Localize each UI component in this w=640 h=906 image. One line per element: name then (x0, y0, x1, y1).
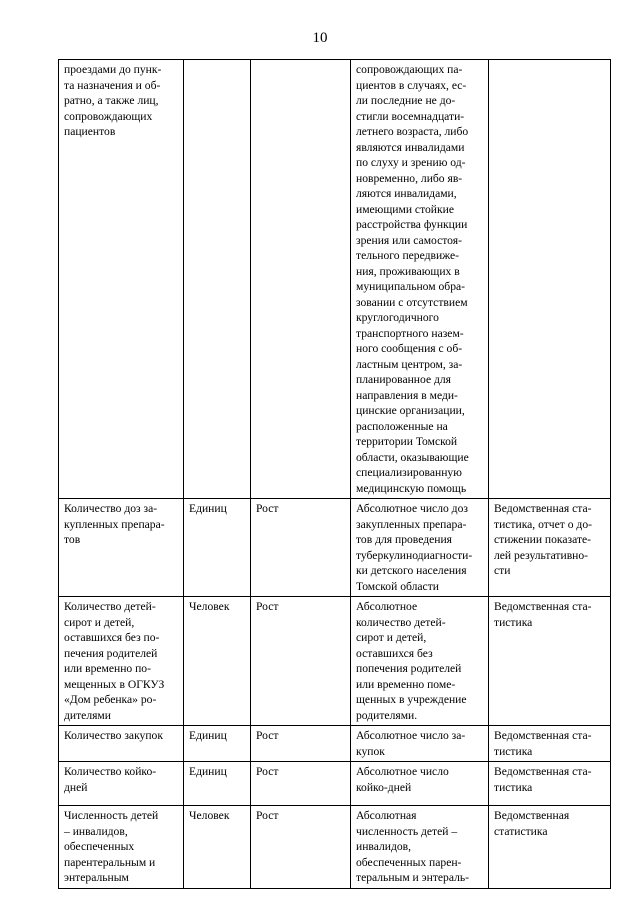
cell-text-line: или временно по- (64, 662, 151, 675)
unit-cell (184, 762, 251, 806)
cell-text-line: Единиц (189, 765, 227, 778)
table-row (59, 806, 611, 889)
cell-text-line: оставшихся без (356, 646, 433, 660)
cell-text-line: ляются инвалидами, (356, 187, 457, 200)
cell-text-line: имеющими стойкие (356, 202, 454, 216)
cell-text-line: зрения или самостоя- (356, 233, 462, 247)
cell-text-line: тистика (494, 780, 533, 794)
unit-cell (184, 806, 251, 889)
cell-text-line: тельного передвиже- (356, 249, 460, 262)
indicator-name-cell (59, 726, 184, 762)
cell-text-line: Абсолютное (356, 600, 418, 613)
cell-text-line: – инвалидов, (64, 824, 128, 838)
indicators-table (58, 59, 611, 889)
cell-text-line: инвалидов, (356, 840, 412, 853)
cell-text-line: Человек (189, 600, 230, 613)
cell-text-line: численность детей – (356, 824, 458, 838)
cell-text-line: тистика, отчет о до- (494, 517, 592, 531)
description-cell (351, 726, 489, 762)
cell-text-line: Количество доз за- (64, 502, 158, 515)
trend-cell (251, 806, 351, 889)
cell-text-line: расположенные на (356, 419, 448, 433)
unit-cell (184, 726, 251, 762)
cell-text-line: медицинскую помощь (356, 481, 467, 495)
cell-text-line: Ведомственная ста- (494, 729, 592, 742)
cell-text-line: пациентов (64, 125, 116, 138)
description-cell (351, 499, 489, 597)
cell-text-line: купок (356, 744, 385, 758)
cell-text-line: статистика (494, 824, 548, 838)
table-row (59, 762, 611, 806)
indicator-name-cell (59, 597, 184, 726)
trend-cell (251, 597, 351, 726)
cell-text-line: дителями (64, 708, 111, 722)
unit-cell (184, 597, 251, 726)
cell-text-line: печения родителей (64, 646, 158, 660)
cell-text-line: стигли восемнадцати- (356, 109, 465, 123)
cell-text-line: по слуху и зрению од- (356, 156, 466, 169)
cell-text-line: Рост (256, 729, 279, 742)
cell-text-line: области, оказывающие (356, 450, 469, 464)
cell-text-line: ного сообщения с об- (356, 342, 463, 355)
cell-text-line: оставшихся без по- (64, 631, 160, 644)
cell-text-line: или временно поме- (356, 677, 456, 691)
cell-text-line: попечения родителей (356, 662, 462, 675)
cell-text-line: сти (494, 564, 511, 577)
source-cell (489, 806, 611, 889)
page-number: 10 (312, 30, 328, 46)
cell-text-line: ли последние не до- (356, 94, 456, 107)
description-cell (351, 597, 489, 726)
cell-text-line: Ведомственная (494, 809, 570, 822)
cell-text-line: Человек (189, 809, 230, 822)
table-row (59, 499, 611, 597)
cell-text-line: парентеральным и (64, 855, 156, 869)
table-row (59, 60, 611, 499)
source-cell (489, 60, 611, 499)
trend-cell (251, 762, 351, 806)
cell-text-line: обеспеченных парен- (356, 855, 462, 869)
cell-text-line: закупленных препара- (356, 517, 467, 531)
cell-text-line: специализированную (356, 466, 462, 479)
unit-cell (184, 60, 251, 499)
cell-text-line: Рост (256, 502, 279, 515)
trend-cell (251, 499, 351, 597)
cell-text-line: родителями. (356, 708, 418, 722)
cell-text-line: та назначения и об- (64, 78, 161, 92)
cell-text-line: Рост (256, 809, 279, 822)
cell-text-line: сопровождающих па- (356, 63, 463, 76)
cell-text-line: тистика (494, 744, 533, 758)
source-cell (489, 499, 611, 597)
cell-text-line: теральным и энтераль- (356, 871, 470, 884)
cell-text-line: лей результативно- (494, 548, 589, 562)
description-cell (351, 60, 489, 499)
cell-text-line: территории Томской (356, 435, 458, 448)
cell-text-line: количество детей- (356, 615, 446, 629)
cell-text-line: зовании с отсутствием (356, 295, 468, 309)
description-cell (351, 806, 489, 889)
cell-text-line: транспортного назем- (356, 326, 464, 340)
cell-text-line: ратно, а также лиц, (64, 94, 159, 107)
cell-text-line: тов для проведения (356, 533, 452, 546)
cell-text-line: сирот и детей, (356, 631, 427, 644)
cell-text-line: Рост (256, 600, 279, 613)
cell-text-line: Абсолютная (356, 809, 417, 822)
cell-text-line: энтеральным (64, 871, 129, 884)
cell-text-line: Рост (256, 765, 279, 778)
cell-text-line: Абсолютное число доз (356, 502, 468, 515)
trend-cell (251, 726, 351, 762)
cell-text-line: Ведомственная ста- (494, 502, 592, 515)
cell-text-line: «Дом ребенка» ро- (64, 693, 157, 706)
cell-text-line: Ведомственная ста- (494, 600, 592, 613)
cell-text-line: Единиц (189, 502, 227, 515)
cell-text-line: сопровождающих (64, 109, 153, 123)
cell-text-line: туберкулинодиагности- (356, 548, 473, 562)
cell-text-line: Ведомственная ста- (494, 765, 592, 778)
description-cell (351, 762, 489, 806)
source-cell (489, 597, 611, 726)
cell-text-line: тистика (494, 615, 533, 629)
cell-text-line: муниципальном обра- (356, 280, 465, 293)
cell-text-line: ния, проживающих в (356, 264, 460, 278)
cell-text-line: ластным центром, за- (356, 357, 463, 371)
cell-text-line: Количество закупок (64, 729, 163, 742)
trend-cell (251, 60, 351, 499)
cell-text-line: являются инвалидами (356, 140, 465, 154)
cell-text-line: тов (64, 533, 81, 546)
source-cell (489, 726, 611, 762)
cell-text-line: Единиц (189, 729, 227, 742)
cell-text-line: цинские организации, (356, 404, 465, 417)
cell-text-line: новременно, либо яв- (356, 171, 463, 185)
cell-text-line: циентов в случаях, ес- (356, 78, 467, 92)
indicator-name-cell (59, 60, 184, 499)
cell-text-line: койко-дней (356, 780, 412, 794)
cell-text-line: проездами до пунк- (64, 63, 162, 76)
unit-cell (184, 499, 251, 597)
cell-text-line: Томской области (356, 579, 439, 593)
indicator-name-cell (59, 762, 184, 806)
cell-text-line: круглогодичного (356, 311, 439, 324)
cell-text-line: ки детского населения (356, 564, 467, 577)
cell-text-line: Абсолютное число за- (356, 729, 466, 742)
indicator-name-cell (59, 806, 184, 889)
indicator-name-cell (59, 499, 184, 597)
cell-text-line: Количество койко- (64, 765, 157, 778)
cell-text-line: направления в меди- (356, 388, 458, 402)
cell-text-line: расстройства функции (356, 218, 468, 231)
table-row (59, 726, 611, 762)
cell-text-line: обеспеченных (64, 840, 135, 853)
cell-text-line: дней (64, 780, 88, 794)
cell-text-line: щенных в учреждение (356, 693, 467, 706)
cell-text-line: Количество детей- (64, 600, 156, 613)
cell-text-line: купленных препара- (64, 517, 165, 531)
source-cell (489, 762, 611, 806)
cell-text-line: мещенных в ОГКУЗ (64, 677, 165, 691)
cell-text-line: Абсолютное число (356, 765, 449, 778)
cell-text-line: планированное для (356, 373, 452, 386)
cell-text-line: летнего возраста, либо (356, 125, 469, 138)
cell-text-line: стижении показате- (494, 533, 592, 546)
table-row (59, 597, 611, 726)
cell-text-line: сирот и детей, (64, 615, 135, 629)
cell-text-line: Численность детей (64, 809, 159, 822)
